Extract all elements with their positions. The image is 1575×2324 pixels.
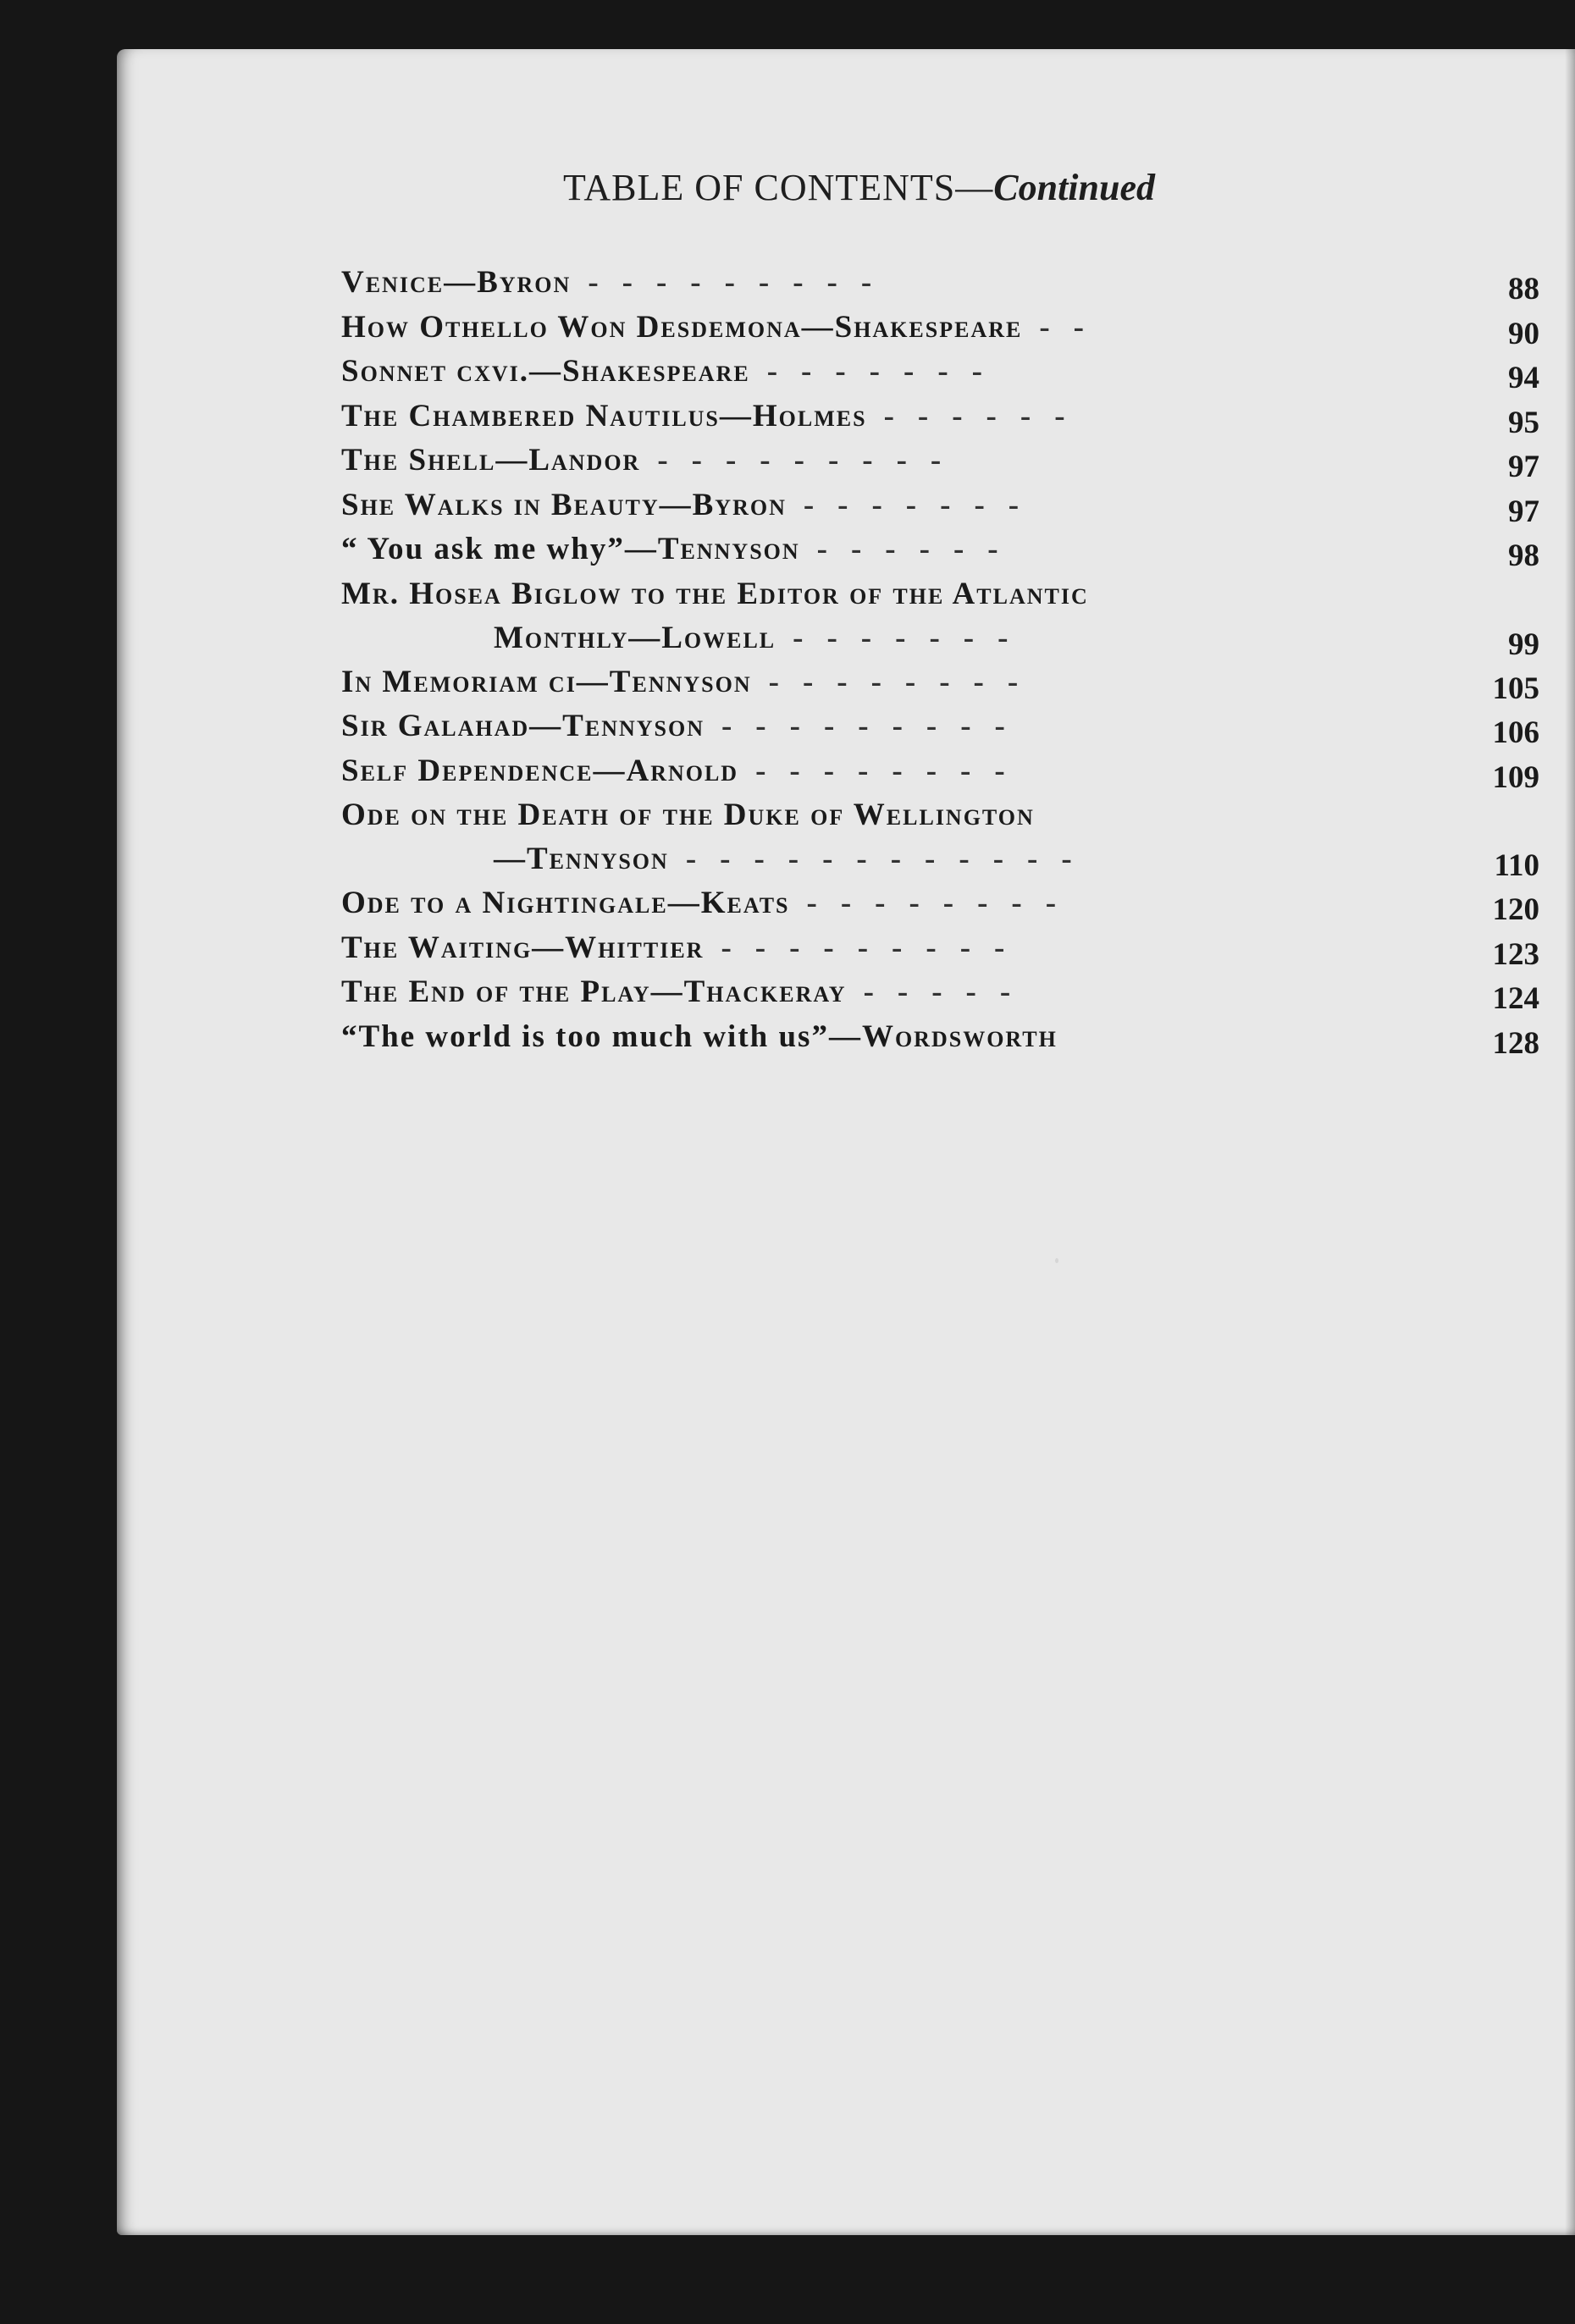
toc-entry xyxy=(341,748,1539,795)
paper-speck xyxy=(1055,1258,1058,1263)
entry-title-line1: Ode on the Death of the Duke of Wellington xyxy=(341,798,1035,832)
entry-page: 124 xyxy=(1492,981,1539,1016)
entry-page: 88 xyxy=(1508,272,1539,306)
entry-title-author: —Tennyson xyxy=(624,532,800,566)
leader-dots: --------- xyxy=(657,443,965,477)
toc-entry xyxy=(341,526,1539,571)
entry-page: 90 xyxy=(1508,316,1539,351)
entry-page: 99 xyxy=(1508,627,1539,662)
entry-title: Self Dependence—Arnold xyxy=(341,753,739,788)
book-page xyxy=(117,49,1575,2235)
toc-entry xyxy=(341,437,1539,482)
leader-dots: --------- xyxy=(588,265,896,300)
entry-title-line2: Monthly—Lowell xyxy=(494,620,776,655)
leader-dots: -------- xyxy=(755,753,1029,788)
toc-entry xyxy=(341,925,1539,972)
entry-title-author: —Wordsworth xyxy=(828,1018,1058,1054)
entry-title: Sir Galahad—Tennyson xyxy=(341,709,705,743)
leader-dots: ----- xyxy=(863,974,1035,1009)
toc-entry xyxy=(341,393,1539,438)
entry-page: 110 xyxy=(1494,848,1539,883)
entry-page: 109 xyxy=(1492,759,1539,795)
leader-dots: -------- xyxy=(806,886,1080,920)
entry-page: 120 xyxy=(1492,892,1539,927)
heading-main: TABLE OF CONTENTS— xyxy=(563,167,994,208)
entry-title-quote: “ You ask me why” xyxy=(341,532,625,566)
page-edge-shadow xyxy=(1565,49,1575,2235)
entry-title: Sonnet cxvi.—Shakespeare xyxy=(341,354,750,389)
entry-page: 105 xyxy=(1492,671,1539,706)
entry-title-line1: Mr. Hosea Biglow to the Editor of the Atlantic xyxy=(341,576,1089,611)
entry-page: 98 xyxy=(1508,538,1539,573)
toc-entry xyxy=(341,880,1539,925)
entry-title: She Walks in Beauty—Byron xyxy=(341,487,787,522)
toc-entry xyxy=(341,482,1539,527)
toc-entry xyxy=(341,348,1539,393)
entry-title: The Waiting—Whittier xyxy=(341,930,705,965)
entry-title-line2: —Tennyson xyxy=(494,842,669,876)
toc-entry xyxy=(341,703,1539,748)
entry-title: Venice—Byron xyxy=(341,265,572,300)
entry-page: 97 xyxy=(1508,494,1539,529)
entry-title: Ode to a Nightingale—Keats xyxy=(341,886,790,920)
toc-entry xyxy=(341,259,1539,304)
toc-entry xyxy=(341,792,1539,883)
leader-dots: --------- xyxy=(721,709,1029,743)
toc-entry xyxy=(341,969,1539,1016)
toc-entry xyxy=(341,571,1539,662)
entry-page: 128 xyxy=(1492,1025,1539,1061)
entry-title: How Othello Won Desdemona—Shakespeare xyxy=(341,309,1023,345)
leader-dots: ------------ xyxy=(685,842,1096,876)
toc-entry xyxy=(341,659,1539,704)
entry-page: 123 xyxy=(1492,936,1539,972)
entry-title: The End of the Play—Thackeray xyxy=(341,974,847,1009)
heading-continued: Continued xyxy=(993,167,1156,208)
leader-dots: ------ xyxy=(883,398,1089,433)
toc-entry xyxy=(341,304,1539,349)
toc-entry xyxy=(341,1013,1539,1061)
entry-title: The Shell—Landor xyxy=(341,443,641,477)
leader-dots: ------- xyxy=(803,487,1043,522)
leader-dots: ------- xyxy=(766,354,1006,389)
entry-title: The Chambered Nautilus—Holmes xyxy=(341,398,867,433)
entry-title: In Memoriam ci—Tennyson xyxy=(341,664,752,699)
leader-dots: --------- xyxy=(721,930,1029,965)
table-of-contents xyxy=(341,259,1539,1061)
leader-dots: -- xyxy=(1039,309,1108,345)
leader-dots: ------- xyxy=(793,620,1032,655)
leader-dots: -------- xyxy=(768,664,1042,699)
entry-page: 94 xyxy=(1508,361,1539,395)
entry-title-quote: “The world is too much with us” xyxy=(341,1018,829,1054)
entry-page: 97 xyxy=(1508,450,1539,484)
page-heading xyxy=(117,166,1575,209)
entry-page: 95 xyxy=(1508,405,1539,440)
leader-dots: ------ xyxy=(816,532,1022,566)
entry-page: 106 xyxy=(1492,715,1539,750)
